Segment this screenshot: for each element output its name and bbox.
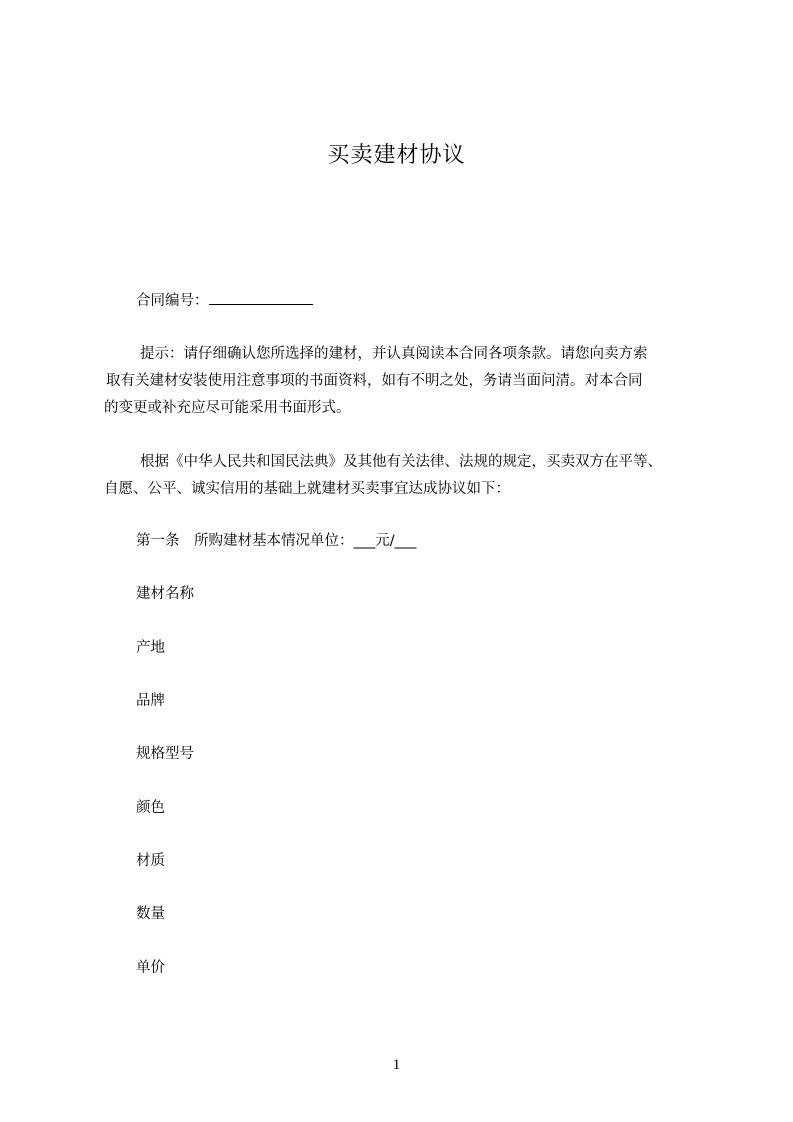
tip-line-2: 取有关建材安装使用注意事项的书面资料，如有不明之处，务请当面问清。对本合同 [106,373,643,389]
contract-number-label: 合同编号： [136,293,209,309]
field-brand: 品牌 [136,693,165,709]
tip-line-3: 的变更或补充应尽可能采用书面形式。 [104,400,351,416]
field-material-name: 建材名称 [136,586,194,602]
field-unit-price: 单价 [136,960,165,976]
tip-line-1: 提示：请仔细确认您所选择的建材，并认真阅读本合同各项条款。请您向卖方索 [140,346,648,362]
field-specification: 规格型号 [136,746,194,762]
preamble-line-2: 自愿、公平、诚实信用的基础上就建材买卖事宜达成协议如下： [104,481,510,497]
field-color: 颜色 [136,800,165,816]
preamble-line-1: 根据《中华人民共和国民法典》及其他有关法律、法规的规定，买卖双方在平等、 [140,454,662,470]
field-material: 材质 [136,853,165,869]
field-quantity: 数量 [136,906,165,922]
contract-number-line [136,290,313,311]
contract-number-blank [209,290,313,305]
article-1-heading: 第一条 所购建材基本情况单位：___元/___ [136,533,417,549]
document-title: 买卖建材协议 [327,143,466,168]
page-number: 1 [392,1057,401,1073]
field-origin: 产地 [136,640,165,656]
